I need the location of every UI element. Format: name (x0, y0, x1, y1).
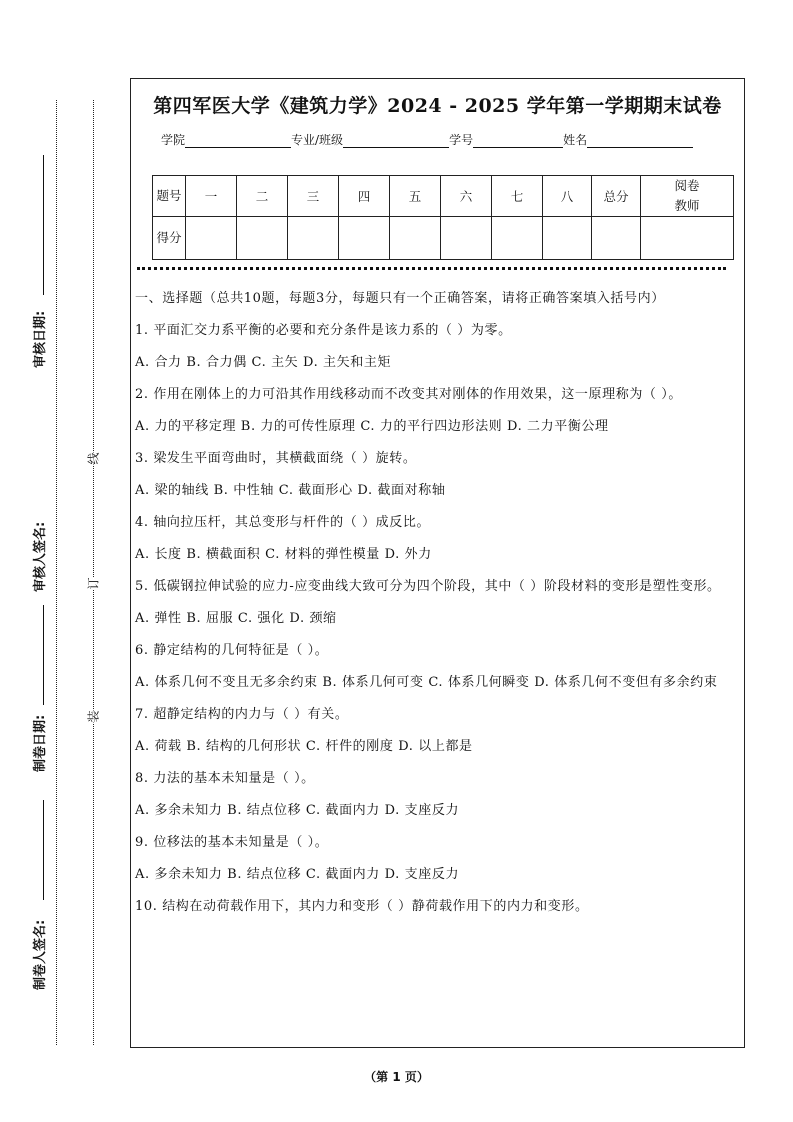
score-col-header: 四 (339, 176, 390, 217)
score-table-row2-label: 得分 (153, 217, 186, 260)
exam-frame (130, 78, 745, 1048)
score-cell[interactable] (641, 217, 734, 260)
score-table-row1-label: 题号 (153, 176, 186, 217)
student-id-field[interactable] (473, 134, 563, 148)
question-section (135, 289, 740, 929)
binding-char-order: 订 (83, 577, 104, 589)
student-id-label: 学号 (449, 133, 474, 147)
binding-dotted-line-inner (93, 100, 94, 1045)
review-date-label: 审核日期: (33, 310, 48, 368)
make-sign-label: 制卷人签名: (33, 919, 48, 990)
question-text: 3. 梁发生平面弯曲时，其横截面绕（ ）旋转。 (135, 451, 417, 466)
dotted-separator (137, 267, 726, 270)
exam-title: 第四军医大学《建筑力学》2024 - 2025 学年第一学期期末试卷 (153, 95, 722, 117)
score-cell[interactable] (441, 217, 492, 260)
question-options: A. 荷载 B. 结构的几何形状 C. 杆件的刚度 D. 以上都是 (135, 739, 473, 754)
question-options: A. 合力 B. 合力偶 C. 主矢 D. 主矢和主矩 (135, 355, 392, 370)
question-options: A. 多余未知力 B. 结点位移 C. 截面内力 D. 支座反力 (135, 867, 460, 882)
major-label: 专业/班级 (291, 133, 344, 147)
question-options: A. 梁的轴线 B. 中性轴 C. 截面形心 D. 截面对称轴 (135, 483, 446, 498)
section-heading: 一、选择题（总共10题，每题3分，每题只有一个正确答案，请将正确答案填入括号内） (135, 291, 665, 306)
score-col-header: 六 (441, 176, 492, 217)
score-cell[interactable] (492, 217, 543, 260)
score-cell[interactable] (339, 217, 390, 260)
binding-char-bind: 装 (83, 710, 104, 722)
score-col-header: 五 (390, 176, 441, 217)
name-field[interactable] (587, 134, 693, 148)
page-number: （第 1 页） (364, 1070, 429, 1084)
review-sign-label: 审核人签名: (33, 521, 48, 592)
question-text: 9. 位移法的基本未知量是（ ）。 (135, 835, 329, 850)
question-text: 8. 力法的基本未知量是（ ）。 (135, 771, 315, 786)
college-label: 学院 (161, 133, 186, 147)
question-text: 6. 静定结构的几何特征是（ ）。 (135, 643, 329, 658)
score-col-header: 一 (186, 176, 237, 217)
score-cell[interactable] (186, 217, 237, 260)
score-col-header: 七 (492, 176, 543, 217)
question-options: A. 多余未知力 B. 结点位移 C. 截面内力 D. 支座反力 (135, 803, 460, 818)
question-options: A. 力的平移定理 B. 力的可传性原理 C. 力的平行四边形法则 D. 二力平衡公理 (135, 419, 609, 434)
question-text: 10. 结构在动荷载作用下，其内力和变形（ ）静荷载作用下的内力和变形。 (135, 899, 589, 914)
college-field[interactable] (185, 134, 291, 148)
question-text: 2. 作用在刚体上的力可沿其作用线移动而不改变其对刚体的作用效果，这一原理称为（ ）。 (135, 387, 682, 402)
score-cell[interactable] (592, 217, 641, 260)
review-date-line (43, 155, 44, 295)
question-text: 5. 低碳钢拉伸试验的应力-应变曲线大致可分为四个阶段，其中（ ）阶段材料的变形是塑性变形。 (135, 579, 721, 594)
score-cell[interactable] (390, 217, 441, 260)
score-cell[interactable] (288, 217, 339, 260)
student-info-row (161, 131, 693, 148)
score-cell[interactable] (543, 217, 592, 260)
make-date-line (43, 605, 44, 705)
make-sign-line (43, 800, 44, 900)
score-col-header: 二 (237, 176, 288, 217)
score-col-header: 八 (543, 176, 592, 217)
make-date-label: 制卷日期: (33, 714, 48, 772)
question-options: A. 体系几何不变且无多余约束 B. 体系几何可变 C. 体系几何瞬变 D. 体系几何不变但有多余约束 (135, 675, 718, 690)
score-col-header: 总分 (592, 176, 641, 217)
question-text: 7. 超静定结构的内力与（ ）有关。 (135, 707, 349, 722)
score-col-header: 三 (288, 176, 339, 217)
question-text: 4. 轴向拉压杆，其总变形与杆件的（ ）成反比。 (135, 515, 431, 530)
score-cell[interactable] (237, 217, 288, 260)
major-field[interactable] (343, 134, 449, 148)
score-col-header: 阅卷教师 (641, 176, 734, 217)
binding-char-line: 线 (83, 452, 104, 464)
question-options: A. 长度 B. 横截面积 C. 材料的弹性模量 D. 外力 (135, 547, 432, 562)
name-label: 姓名 (563, 133, 588, 147)
question-options: A. 弹性 B. 屈服 C. 强化 D. 颈缩 (135, 611, 337, 626)
score-table (152, 175, 734, 260)
binding-dotted-line-outer (56, 100, 57, 1045)
question-text: 1. 平面汇交力系平衡的必要和充分条件是该力系的（ ）为零。 (135, 323, 512, 338)
